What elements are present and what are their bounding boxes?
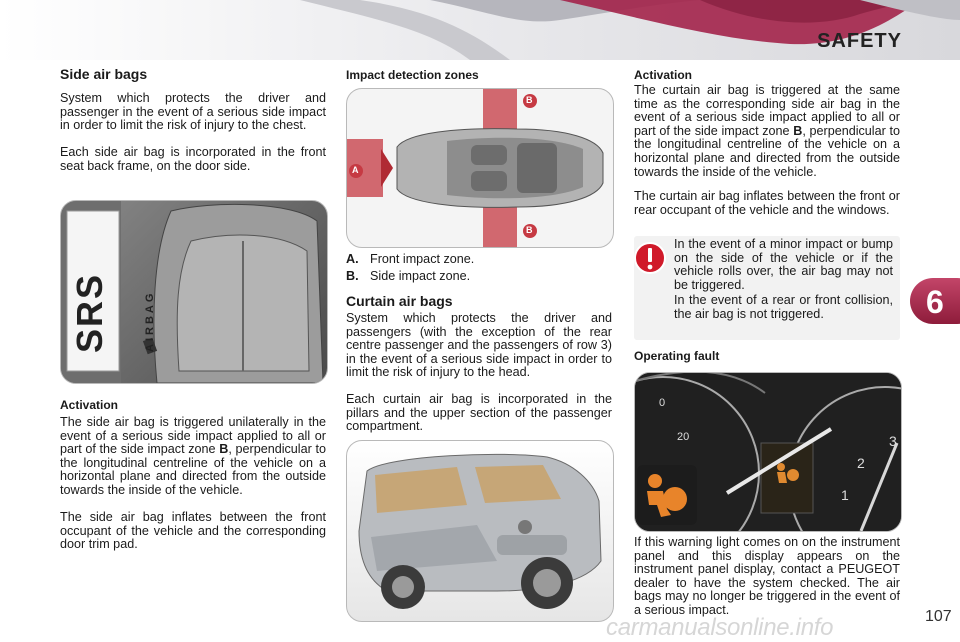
curtain-airbags-heading: Curtain air bags xyxy=(346,293,453,309)
gauge-tick-20: 20 xyxy=(677,431,690,443)
chapter-number: 6 xyxy=(926,284,944,320)
seat-photo xyxy=(60,200,328,384)
curtain-activation-heading: Activation xyxy=(634,68,693,82)
warning-exclamation-icon xyxy=(634,242,666,274)
gauge-tick-1: 1 xyxy=(841,487,849,503)
zone-b-bottom-label: B xyxy=(526,225,533,235)
side-airbags-intro: System which protects the driver and passenger in the event of a serious side impact in order to limit the risk of injury to the chest. xyxy=(60,91,326,133)
header-decoration xyxy=(0,0,960,60)
page-title: SAFETY xyxy=(817,30,902,52)
header-banner xyxy=(0,0,960,60)
impact-zones-heading: Impact detection zones xyxy=(346,68,479,82)
impact-zones-diagram xyxy=(346,88,614,248)
warning-front-rear-text: In the event of a rear or front collision, the air bag is not triggered. xyxy=(674,293,893,321)
display-airbag-symbol-icon xyxy=(771,461,803,485)
warning-note-box xyxy=(634,236,900,340)
side-airbags-heading: Side air bags xyxy=(60,66,148,82)
srs-label xyxy=(69,221,156,353)
gauge-tick-3: 3 xyxy=(889,433,897,449)
curtain-airbags-intro: System which protects the driver and passengers (with the exception of the rear centre passenger and the passengers of row 3) in the event of a serious side impact in order to limit the risk of injury to the head. xyxy=(346,311,612,380)
car-photo xyxy=(346,440,614,622)
car-topview-illustration xyxy=(347,89,613,247)
chapter-tab xyxy=(910,278,960,324)
zone-b-top-label: B xyxy=(526,95,533,105)
srs-text: SRS xyxy=(69,272,110,353)
airbag-text: AIRBAG xyxy=(144,290,156,352)
side-inflation-text: The side air bag inflates between the front occupant of the vehicle and the corresponding door trim pad. xyxy=(60,510,326,552)
legend-front-zone: A. Front impact zone. xyxy=(346,252,475,266)
side-activation-heading: Activation xyxy=(60,398,119,412)
gauge-tick-2: 2 xyxy=(857,455,865,471)
side-airbags-location: Each side air bag is incorporated in the front seat back frame, on the door side. xyxy=(60,145,326,173)
curtain-airbags-location: Each curtain air bag is incorporated in the pillars and the upper section of the passenger compartment. xyxy=(346,392,612,434)
zone-a-label: A xyxy=(352,165,359,175)
page-number: 107 xyxy=(925,608,952,625)
curtain-inflation-text: The curtain air bag inflates between the front or rear occupant of the vehicle and the windows. xyxy=(634,189,900,217)
warning-minor-impact-text: In the event of a minor impact or bump on the side of the vehicle or if the vehicle rolls over, the air bag may not be triggered. xyxy=(674,237,893,292)
operating-fault-text: If this warning light comes on on the instrument panel and this display appears on the instrument panel display, contact a PEUGEOT dealer to have the system checked. The air bags may no longer be triggered in the event of a serious impact. xyxy=(634,535,900,617)
side-activation-text: The side air bag is triggered unilaterally in the event of a serious side impact applied to all or part of the side impact zone B, perpendicular to the longitudinal centreline of the vehicle on a horizontal plane and directed from the outside towards the inside of the vehicle. xyxy=(60,415,326,497)
car-side-illustration xyxy=(347,441,613,621)
watermark: carmanualsonline.info xyxy=(606,614,834,641)
curtain-activation-text: The curtain air bag is triggered at the same time as the corresponding side air bag in the event of a serious side impact applied to all or part of the side impact zone B, perpendicular to the longitudinal centreline of the vehicle on a horizontal plane and directed from the outside towards the inside of the vehicle. xyxy=(634,83,900,179)
gauge-tick-0: 0 xyxy=(659,397,666,409)
operating-fault-heading: Operating fault xyxy=(634,349,720,363)
instrument-panel-photo xyxy=(634,372,902,532)
airbag-warning-light-icon xyxy=(641,469,691,519)
legend-side-zone: B. Side impact zone. xyxy=(346,269,471,283)
